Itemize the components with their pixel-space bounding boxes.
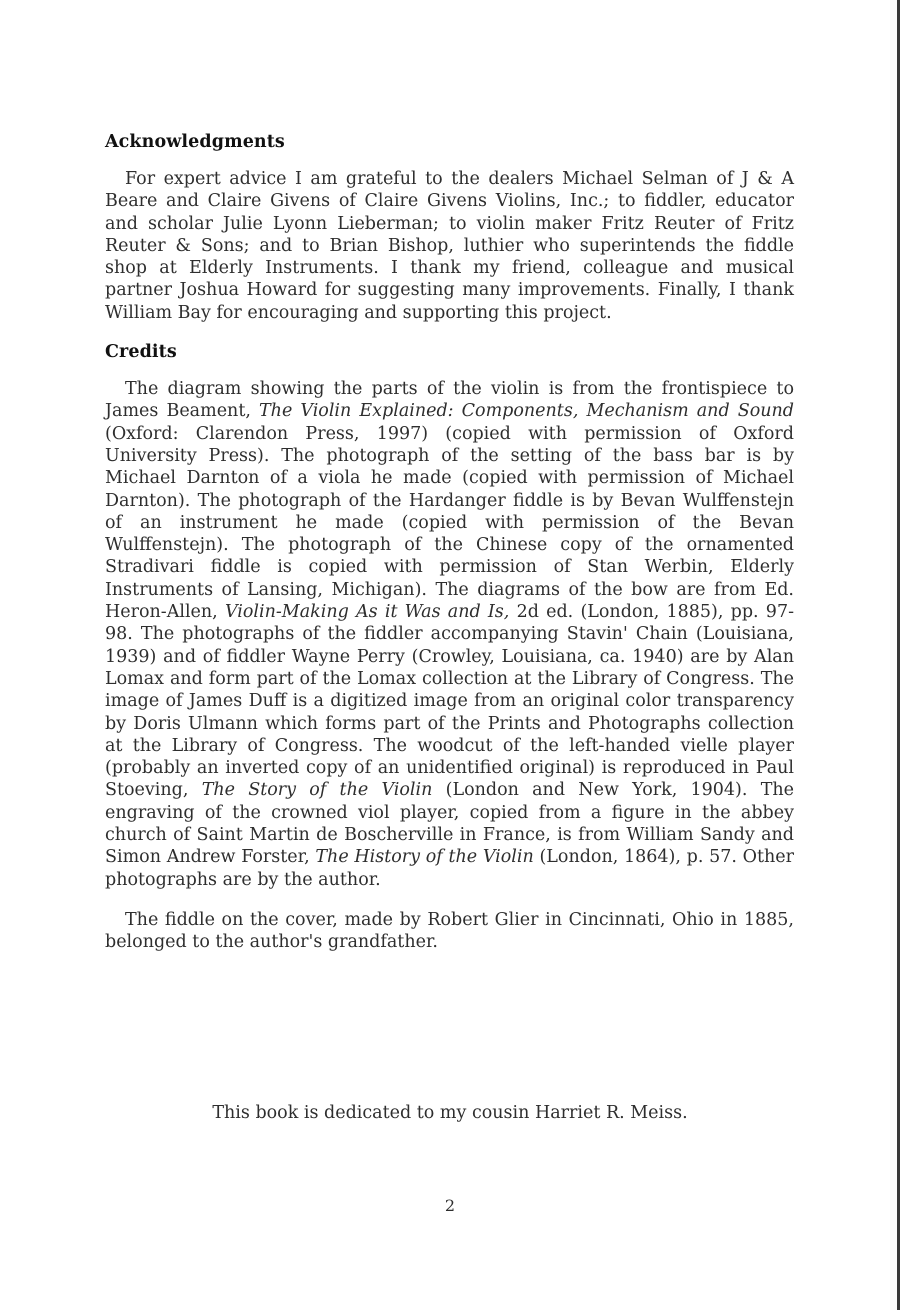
credits-paragraph: [105, 378, 794, 891]
page-number: 2: [444, 1196, 456, 1215]
credits-text: (London, 1864), p. 57. Other photographs are by the author.: [105, 847, 794, 890]
credits-heading: Credits: [105, 342, 177, 363]
book-title: Violin-Making As it Was and Is,: [224, 602, 510, 623]
book-title: The Story of the Violin: [201, 780, 433, 801]
cover-credit-paragraph: The fiddle on the cover, made by Robert Glier in Cincinnati, Ohio in 1885, belonged to the author's grandfather.: [105, 909, 794, 953]
acknowledgments-paragraph: For expert advice I am grateful to the dealers Michael Selman of J & A Beare and Claire Givens of Claire Givens Violins, Inc.; to fiddler, educator and scholar Julie Lyonn Lieberman; to violin maker Fritz Reuter of Fritz Reuter & Sons; and to Brian Bishop, luthier who superintends the fiddle shop at Elderly Instruments. I thank my friend, colleague and musical partner Joshua Howard for suggesting many improvements. Finally, I thank William Bay for encouraging and supporting this project.: [105, 169, 794, 323]
credits-text: (London and New York, 1904). The engraving of the crowned viol player, copied from a figure in the abbey church of Saint Martin de Boscherville in France, is from William Sandy and Simon Andrew Forster,: [105, 780, 794, 868]
book-title: The Violin Explained: Components, Mechanism and Sound: [259, 401, 794, 422]
acknowledgments-section: [105, 132, 794, 324]
credits-text: The diagram showing the parts of the violin is from the frontispiece to James Beament,: [105, 379, 794, 422]
acknowledgments-heading: Acknowledgments: [105, 132, 285, 152]
page-content: [105, 132, 794, 972]
credits-section: [105, 342, 794, 953]
credits-text: 2d ed. (London, 1885), pp. 97-98. The photographs of the fiddler accompanying Stavin' Chain (Louisiana, 1939) and of fiddler Wayne Perry (Crowley, Louisiana, ca. 1940) are by Alan Lomax and form part of the Lomax collection at the Library of Congress. The image of James Duff is a digitized image from an original color transparency by Doris Ulmann which forms part of the Prints and Photographs collection at the Library of Congress. The woodcut of the left-handed vielle player (probably an inverted copy of an unidentified original) is reproduced in Paul Stoeving,: [105, 602, 794, 801]
credits-text: (Oxford: Clarendon Press, 1997) (copied with permission of Oxford University Press). The photograph of the setting of the bass bar is by Michael Darnton of a viola he made (copied with permission of Michael Darnton). The photograph of the Hardanger fiddle is by Bevan Wulffenstejn of an instrument he made (copied with permission of the Bevan Wulffenstejn). The photograph of the Chinese copy of the ornamented Stradivari fiddle is copied with permission of Stan Werbin, Elderly Instruments of Lansing, Michigan). The diagrams of the bow are from Ed. Heron-Allen,: [105, 423, 794, 623]
book-title: The History of the Violin: [315, 847, 534, 868]
dedication: This book is dedicated to my cousin Harriet R. Meiss.: [212, 1103, 688, 1123]
